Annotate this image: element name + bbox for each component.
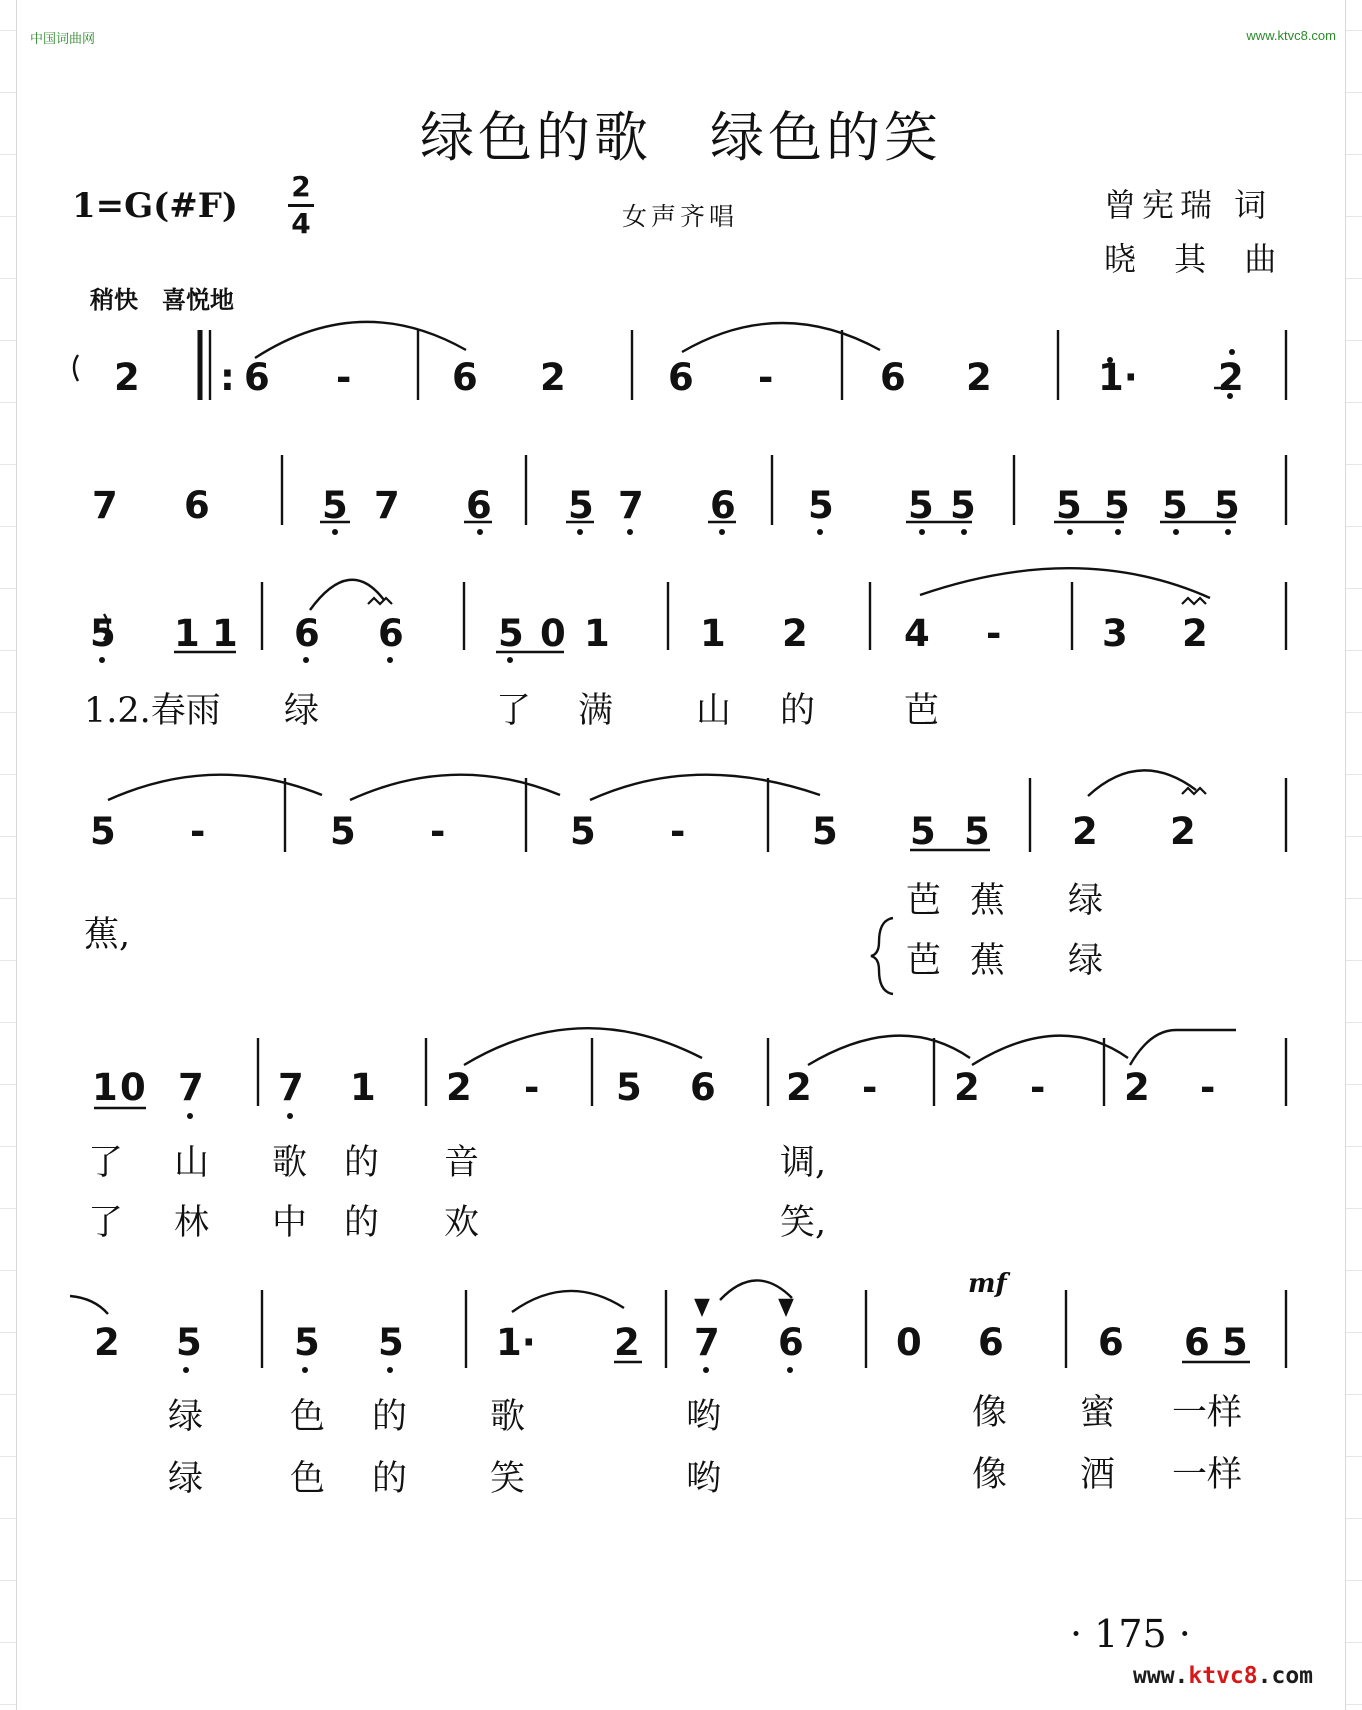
note: 2	[1170, 810, 1196, 853]
note: 6	[294, 612, 320, 655]
note: 5	[498, 612, 524, 655]
note-dash: -	[430, 810, 446, 853]
performance-style: 女声齐唱	[622, 202, 739, 231]
note: 6	[978, 1321, 1004, 1364]
lyric: 芭	[906, 881, 942, 921]
note: 6	[466, 484, 492, 527]
note: 1	[700, 612, 726, 655]
note: 5	[322, 484, 348, 527]
lyric: 蕉	[970, 881, 1006, 921]
lyric: 的	[780, 691, 816, 731]
note-dash: -	[1200, 1066, 1216, 1109]
lyric: 音	[444, 1143, 480, 1183]
dynamic-marking: mf	[968, 1269, 1007, 1299]
note: 1	[174, 612, 200, 655]
lyric: 山	[696, 691, 732, 731]
note: 2	[1124, 1066, 1150, 1109]
note: 4	[904, 612, 930, 655]
system-2	[282, 455, 1286, 525]
lyric: 绿	[168, 1397, 204, 1437]
note: 0	[540, 612, 566, 655]
lyric: 歌	[490, 1397, 526, 1437]
note: 7	[374, 484, 400, 527]
note: 6	[1098, 1321, 1124, 1364]
lyric: 了	[496, 691, 532, 731]
lyric: 的	[344, 1143, 380, 1183]
note: 5	[90, 612, 116, 655]
note: 1	[350, 1066, 376, 1109]
note: 5	[90, 810, 116, 853]
lyric: 歌	[272, 1143, 308, 1183]
note: 5	[570, 810, 596, 853]
lyric: 一样	[1172, 1455, 1243, 1495]
note: 3	[1102, 612, 1128, 655]
note: 6	[690, 1066, 716, 1109]
lyric: 绿	[284, 691, 320, 731]
watermark-tld: .com	[1257, 1663, 1314, 1689]
note: 7	[92, 484, 118, 527]
note: 0	[120, 1066, 146, 1109]
note: 2	[786, 1066, 812, 1109]
lyric: 绿	[1068, 881, 1104, 921]
note: 2	[782, 612, 808, 655]
note: 5	[1104, 484, 1130, 527]
lyric: 了	[88, 1203, 124, 1243]
lyric: 绿	[1068, 941, 1104, 981]
note: 1·	[1098, 356, 1138, 399]
note: 2	[540, 356, 566, 399]
repeat-dots: :	[220, 356, 235, 399]
lyric: 色	[290, 1459, 326, 1499]
lyric: 1.2.春雨	[84, 691, 221, 731]
key-signature: 1=G(#F)	[72, 186, 238, 226]
note: 1	[212, 612, 238, 655]
note: 2	[446, 1066, 472, 1109]
note: 7	[694, 1321, 720, 1364]
lyric: 调,	[780, 1143, 827, 1183]
note: 2	[614, 1321, 640, 1364]
lyric: 蕉,	[84, 915, 131, 955]
page-number: · 175 ·	[1070, 1612, 1191, 1656]
note-dash: -	[1030, 1066, 1046, 1109]
lyric: 芭	[906, 941, 942, 981]
note: 5	[1222, 1321, 1248, 1364]
note: 6	[378, 612, 404, 655]
lyric: 像	[972, 1455, 1008, 1495]
note: 5	[294, 1321, 320, 1364]
note: 5	[1162, 484, 1188, 527]
note: 5	[950, 484, 976, 527]
note-dash: -	[190, 810, 206, 853]
watermark-brand: ktvc8	[1188, 1663, 1258, 1689]
note: 6	[184, 484, 210, 527]
composer-credit: 晓 其 曲	[1104, 240, 1291, 278]
time-signature-top: 2	[291, 170, 311, 203]
site-url-right[interactable]: www.ktvc8.com	[1246, 28, 1336, 43]
lyric: 的	[372, 1397, 408, 1437]
note: 2	[954, 1066, 980, 1109]
note-dash: -	[862, 1066, 878, 1109]
note: 2	[94, 1321, 120, 1364]
note: 5	[910, 810, 936, 853]
watermark[interactable]	[1133, 1663, 1313, 1689]
note: 6	[244, 356, 270, 399]
lyric: 色	[290, 1397, 326, 1437]
tempo-marking: 稍快 喜悦地	[90, 286, 234, 314]
lyric: 笑,	[780, 1203, 827, 1243]
note: 6	[710, 484, 736, 527]
note: 7	[178, 1066, 204, 1109]
note: 5	[1056, 484, 1082, 527]
lyric: 了	[88, 1143, 124, 1183]
note-dash: -	[758, 356, 774, 399]
song-title: 绿色的歌 绿色的笑	[420, 106, 942, 169]
lyric: 笑	[490, 1459, 526, 1499]
note: 7	[618, 484, 644, 527]
note: 6	[452, 356, 478, 399]
lyric: 哟	[686, 1459, 722, 1499]
note: 2	[1072, 810, 1098, 853]
note-dash: -	[670, 810, 686, 853]
time-signature-bottom: 4	[291, 207, 311, 240]
lyric: 蜜	[1080, 1393, 1116, 1433]
note: 5	[176, 1321, 202, 1364]
note-dash: -	[986, 612, 1002, 655]
lyric: 满	[578, 691, 614, 731]
site-name-left[interactable]: 中国词曲网	[30, 31, 96, 46]
watermark-www: www.	[1133, 1663, 1189, 1689]
note: 5	[1214, 484, 1240, 527]
note: 1	[584, 612, 610, 655]
lyric: 林	[174, 1203, 210, 1243]
lyric: 酒	[1080, 1455, 1116, 1495]
note: 5	[330, 810, 356, 853]
note: 1·	[496, 1321, 536, 1364]
note: 5	[908, 484, 934, 527]
lyric: 绿	[168, 1459, 204, 1499]
note: 7	[278, 1066, 304, 1109]
note: 5	[568, 484, 594, 527]
lyric: 一样	[1172, 1393, 1243, 1433]
lyric: 中	[272, 1203, 308, 1243]
lyric: 欢	[444, 1203, 480, 1243]
system-4	[108, 770, 1286, 994]
note: 5	[378, 1321, 404, 1364]
lyric: 芭	[904, 691, 940, 731]
note: 2	[966, 356, 992, 399]
note: 6	[880, 356, 906, 399]
lyric: 像	[972, 1393, 1008, 1433]
note: 6	[1184, 1321, 1210, 1364]
note: 6	[778, 1321, 804, 1364]
note-dash: -	[336, 356, 352, 399]
note: 2	[1218, 356, 1244, 399]
note: 6	[668, 356, 694, 399]
lyric: 的	[372, 1459, 408, 1499]
note: 5	[812, 810, 838, 853]
note: 5	[616, 1066, 642, 1109]
lyric: 蕉	[970, 941, 1006, 981]
lyric: 山	[174, 1143, 210, 1183]
note: 1	[92, 1066, 118, 1109]
lyricist-credit: 曾宪瑞 词	[1104, 186, 1273, 224]
lyric: 的	[344, 1203, 380, 1243]
note: 2	[1182, 612, 1208, 655]
note: 5	[964, 810, 990, 853]
note-dash: -	[524, 1066, 540, 1109]
note: 5	[808, 484, 834, 527]
note: 0	[896, 1321, 922, 1364]
note: 2	[114, 356, 140, 399]
lyric: 哟	[686, 1397, 722, 1437]
